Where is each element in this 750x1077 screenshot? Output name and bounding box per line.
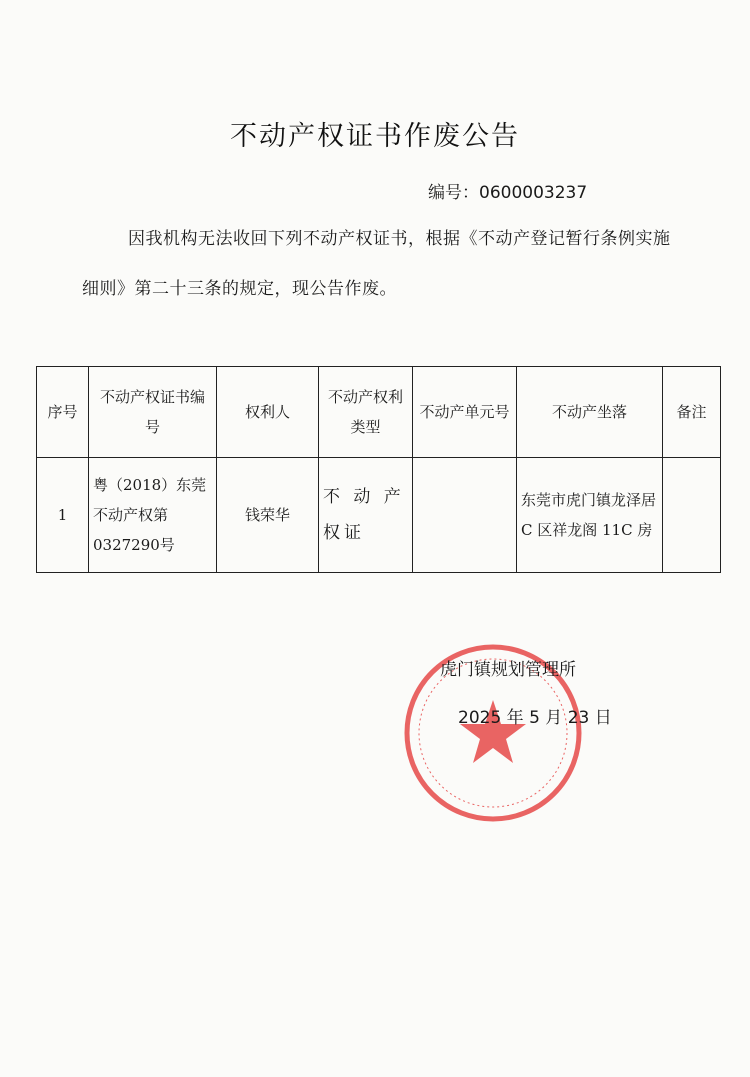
header-cert-no: 不动产权证书编号 — [89, 367, 217, 458]
notice-body: 因我机构无法收回下列不动产权证书，根据《不动产登记暂行条例实施细则》第二十三条的规定，现公告作废。 — [82, 229, 671, 299]
header-remark: 备注 — [663, 367, 721, 458]
header-index: 序号 — [37, 367, 89, 458]
cell-holder: 钱荣华 — [217, 458, 319, 573]
cell-location: 东莞市虎门镇龙泽居 C 区祥龙阁 11C 房 — [517, 458, 663, 573]
header-location: 不动产坐落 — [517, 367, 663, 458]
issuer-name: 虎门镇规划管理所 — [440, 660, 576, 680]
cell-remark — [663, 458, 721, 573]
header-right-type: 不动产权利类型 — [319, 367, 413, 458]
table-header-row — [37, 367, 721, 458]
cell-right-type: 不 动 产 权证 — [319, 458, 413, 573]
header-unit-no: 不动产单元号 — [413, 367, 517, 458]
issue-date: 2025 年 5 月 23 日 — [458, 708, 612, 728]
cell-index: 1 — [37, 458, 89, 573]
cell-cert-no: 粤（2018）东莞不动产权第0327290号 — [89, 458, 217, 573]
certificate-table — [36, 366, 721, 573]
notice-title: 不动产权证书作废公告 — [230, 121, 520, 152]
header-holder: 权利人 — [217, 367, 319, 458]
table-row — [37, 458, 721, 573]
cell-unit-no — [413, 458, 517, 573]
document-number: 编号：0600003237 — [428, 183, 588, 203]
